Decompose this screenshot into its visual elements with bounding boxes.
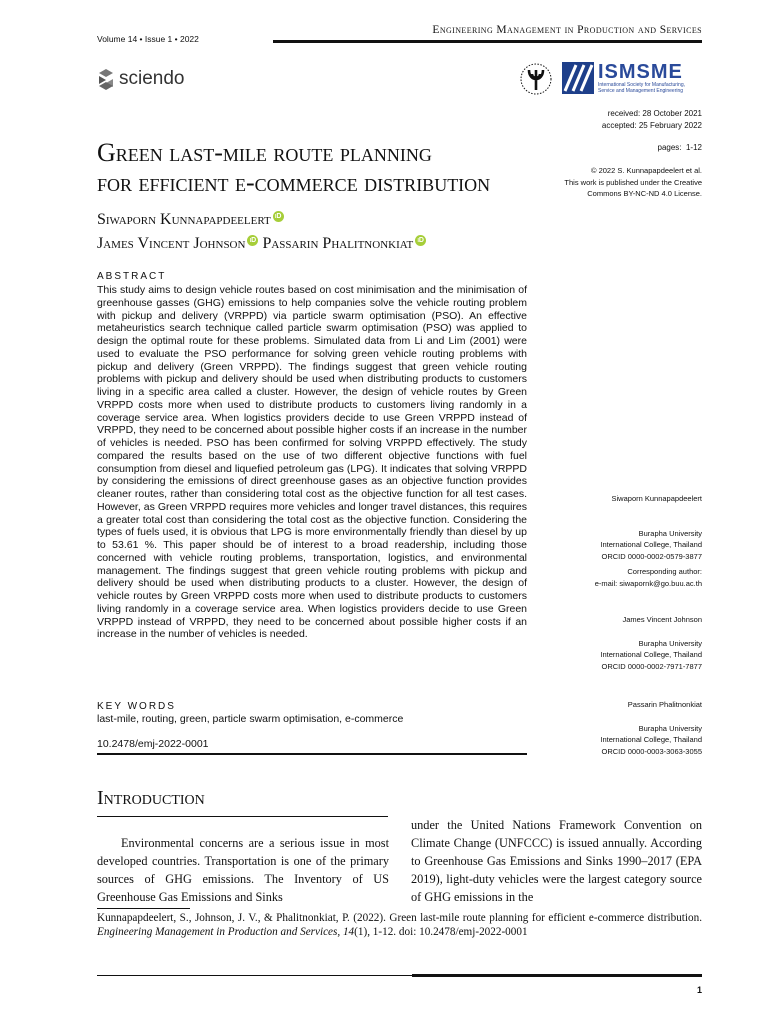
affiliation-1 [595,493,702,589]
orcid-icon[interactable]: iD [273,211,284,222]
corresponding-email[interactable]: e-mail: siwapornk@go.buu.ac.th [594,578,702,588]
publication-dates [602,108,702,131]
orcid-icon[interactable]: iD [247,235,258,246]
title-line-1: Green last-mile route planning [97,138,432,167]
keywords-label: KEY WORDS [97,701,176,712]
copyright-line: © 2022 S. Kunnapapdeelert et al. [590,166,702,175]
pages-label: pages: [657,143,682,152]
footer-rule-thick [412,974,702,977]
header-rule [273,40,702,43]
pages-value: 1-12 [685,143,702,152]
ismsme-logo [562,62,698,94]
author-2: James Vincent Johnson [97,235,246,252]
section-rule [97,816,388,817]
affiliation-college: International College, Thailand [600,735,702,744]
license-line-1: This work is published under the Creative [564,177,702,187]
author-3: Passarin Phalitnonkiat [262,235,414,252]
footnote-rule [97,908,190,909]
affiliation-university: Burapha University [638,638,702,648]
page-number: 1 [696,985,702,995]
footer-rule-thin [97,975,412,976]
affiliation-name: Siwaporn Kunnapapdeelert [611,494,702,503]
ismsme-mark-icon [562,62,594,94]
license-block [564,165,702,200]
orcid-icon[interactable]: iD [415,235,426,246]
title-line-2: for efficient e-commerce distribution [97,168,491,197]
accepted-date: accepted: 25 February 2022 [601,120,702,130]
society-full-name: International Society for Manufacturing, Service and Management Engineering [598,82,685,94]
pages-info [658,142,703,154]
keywords-text: last-mile, routing, green, particle swarm optimisation, e-commerce [97,713,404,725]
citation-part-2: (1), 1-12. doi: 10.2478/emj-2022-0001 [354,925,528,938]
affiliation-3 [600,699,702,757]
abstract-text: This study aims to design vehicle routes based on cost minimisation and the minimisation of greenhouse gasses (GHG) emissions to help companies solve the vehicle routing problem with pickup and delivery (VRPPD) via particle swarm optimisation (PSO). An effective metaheuristics search technique called particle swarm optimisation (PSO) was applied to design the optimal route for these problems. Simulated data from Li and Lim (2001) were used to evaluate the PSO performance for solving green vehicle routing problems with pickup and delivery (Green VRPPD). The findings suggest that green vehicle routing problems with pickup and delivery should be used when distributing products to customers living in a specific area called a cluster. However, the design of vehicle routes by Green VRPPD costs more when used to distribute products to customers living randomly in a coverage service area. When logistics providers decide to use Green VRPPD instead of VRPPD, they need to be concerned about possible higher costs if an increase in the number of vehicles is needed. PSO has been confirmed for solving VRPPD effectively. The study compared the results based on the use of two different objective functions with fuel consumption from diesel and liquefied petroleum gas (LPG). It indicates that solving VRPPD by considering the emissions of direct greenhouse gases as an objective function provides cleaner routes, rather than considering total cost as the objective function for all test cases. However, as Green VRPPD requires more vehicles and longer travel distances, this requires a greater total cost than considering the total cost as the objective function. Considering the types of fuels used, it is obvious that LPG is more environmentally friendly than diesel by up to 53.61 %. This paper should be of interest to a broad readership, including those concerned with vehicle routing problems, transportation, logistics, and environmental management. The findings suggest that green vehicle routing problems with pickup and delivery should be used when distributing products to a cluster. However, the design of vehicle routes by Green VRPPD costs more when used to distribute products to customers living randomly in a coverage service area. When logistics providers decide to use Green VRPPD instead of VRPPD, they need to be concerned about possible higher costs if an increase in the number of vehicles is needed. [97,284,527,641]
affiliation-2 [600,614,702,672]
citation-part-1: Kunnapapdeelert, S., Johnson, J. V., & Phalitnonkiat, P. (2022). Green last-mile route planning for efficient e-commerce distribution. [97,912,702,924]
affiliation-name: Passarin Phalitnonkiat [627,700,702,709]
author-list [97,208,426,256]
affiliation-orcid[interactable]: ORCID 0000-0002-7971-7877 [601,661,702,671]
affiliation-university: Burapha University [638,723,702,733]
citation [97,912,702,939]
section-heading-introduction: Introduction [97,787,205,809]
author-1: Siwaporn Kunnapapdeelert [97,211,271,228]
affiliation-college: International College, Thailand [600,540,702,549]
intro-column-2: under the United Nations Framework Convention on Climate Change (UNFCCC) is issued annually. According to Greenhouse Gas Emissions and Sinks 1990–2017 (EPA 2019), light-duty vehicles were the largest category source of GHG emissions in the [411,818,702,904]
affiliation-name: James Vincent Johnson [622,615,702,624]
corresponding-label: Corresponding author: [627,567,702,576]
sciendo-logo [97,66,185,92]
society-acronym: ISMSME [598,61,683,83]
publisher-name: sciendo [119,68,185,89]
intro-column-1: Environmental concerns are a serious issue in most developed countries. Transportation is one of the primary sources of GHG emissions. The Inventory of US Greenhouse Gas Emissions and Sinks [97,836,389,904]
doi[interactable]: 10.2478/emj-2022-0001 [97,738,209,750]
affiliation-college: International College, Thailand [600,650,702,659]
affiliation-orcid[interactable]: ORCID 0000-0002-0579-3877 [601,551,702,561]
article-title [97,138,490,198]
university-seal-logo [519,62,553,101]
received-date: received: 28 October 2021 [607,109,702,118]
volume-info: Volume 14 • Issue 1 • 2022 [97,34,199,44]
abstract-rule [97,753,527,755]
citation-journal: Engineering Management in Production and Services, 14 [97,925,355,938]
journal-name: Engineering Management in Production and Services [432,24,702,36]
sciendo-mark-icon [97,68,115,90]
abstract-label: ABSTRACT [97,271,167,282]
license-line-2: Commons BY-NC-ND 4.0 License. [587,189,702,198]
affiliation-orcid[interactable]: ORCID 0000-0003-3063-3055 [601,746,702,756]
affiliation-university: Burapha University [638,528,702,538]
